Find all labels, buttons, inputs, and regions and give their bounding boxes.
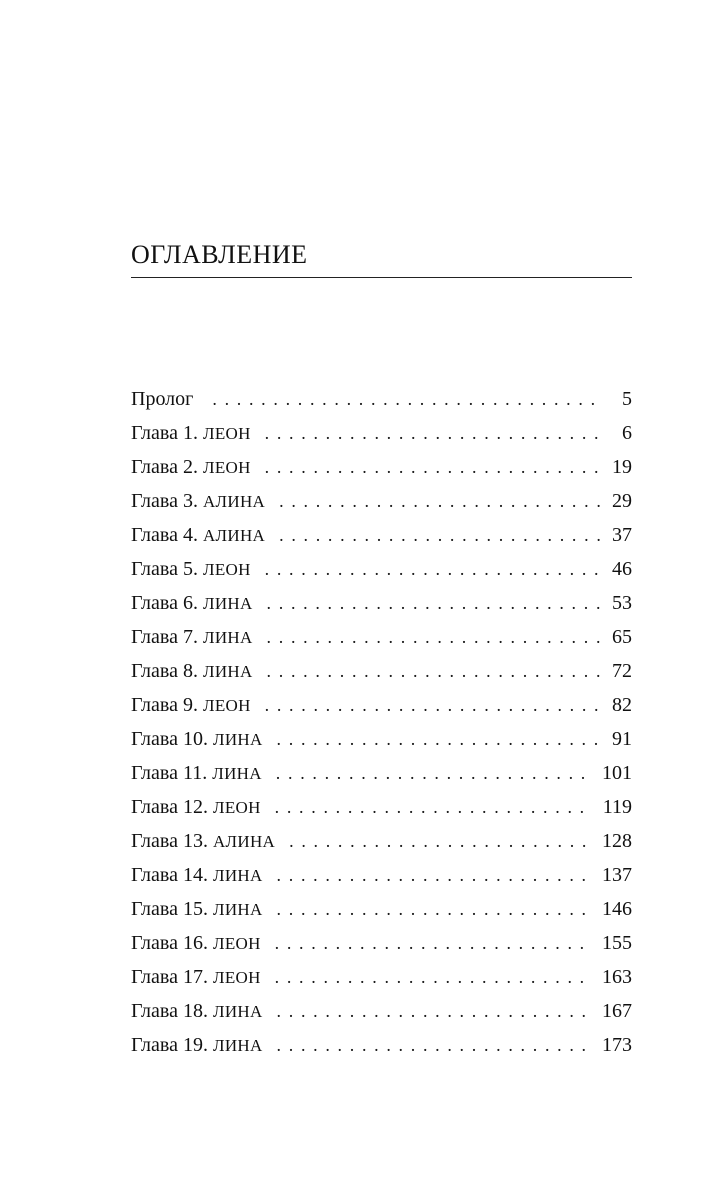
heading-divider	[131, 277, 632, 278]
toc-entry[interactable]	[131, 586, 632, 620]
toc-entry-character: ЛЕОН	[202, 424, 251, 443]
toc-entry-character: ЛЕОН	[202, 560, 251, 579]
toc-entry-page: 173	[602, 1034, 632, 1056]
dot-leader	[212, 382, 602, 416]
dot-leader	[279, 484, 602, 518]
toc-entry[interactable]	[131, 552, 632, 586]
toc-entry-page: 46	[612, 558, 632, 580]
toc-entry-character: ЛИНА	[212, 1002, 263, 1021]
dot-leader	[279, 518, 602, 552]
dot-leader	[265, 688, 602, 722]
toc-entry-page: 137	[602, 864, 632, 886]
toc-entry-character: ЛИНА	[212, 900, 263, 919]
toc-entry-title: Глава 1.	[131, 422, 198, 444]
toc-entry-page: 119	[602, 796, 632, 818]
toc-entry-title: Пролог	[131, 388, 194, 410]
toc-entry[interactable]	[131, 518, 632, 552]
page-title: ОГЛАВЛЕНИЕ	[131, 240, 308, 269]
toc-entry-character: АЛИНА	[202, 526, 266, 545]
toc-entry-page: 91	[612, 728, 632, 750]
toc-entry-title: Глава 13.	[131, 830, 208, 852]
toc-entry-title: Глава 12.	[131, 796, 208, 818]
toc-entry-character: ЛЕОН	[212, 798, 261, 817]
dot-leader	[289, 824, 592, 858]
toc-entry[interactable]	[131, 960, 632, 994]
dot-leader	[275, 960, 592, 994]
toc-entry-page: 128	[602, 830, 632, 852]
toc-entry-title: Глава 17.	[131, 966, 208, 988]
toc-entry-title: Глава 2.	[131, 456, 198, 478]
toc-entry-character: ЛИНА	[212, 730, 263, 749]
toc-entry[interactable]	[131, 722, 632, 756]
toc-entry-character: ЛЕОН	[202, 696, 251, 715]
toc-entry-page: 163	[602, 966, 632, 988]
dot-leader	[275, 926, 592, 960]
toc-entry-page: 72	[612, 660, 632, 682]
toc-entry-title: Глава 8.	[131, 660, 198, 682]
dot-leader	[267, 654, 602, 688]
toc-entry[interactable]	[131, 1028, 632, 1062]
table-of-contents	[131, 382, 632, 1062]
toc-entry-character: ЛЕОН	[202, 458, 251, 477]
dot-leader	[267, 620, 602, 654]
toc-entry[interactable]	[131, 824, 632, 858]
toc-entry-page: 155	[602, 932, 632, 954]
toc-entry[interactable]	[131, 654, 632, 688]
toc-entry[interactable]	[131, 620, 632, 654]
toc-entry[interactable]	[131, 756, 632, 790]
toc-entry-page: 6	[622, 422, 632, 444]
toc-entry-character: ЛИНА	[202, 662, 253, 681]
toc-entry[interactable]	[131, 382, 632, 416]
toc-entry-character: ЛИНА	[212, 764, 262, 783]
dot-leader	[275, 790, 593, 824]
dot-leader	[267, 586, 602, 620]
toc-entry-page: 19	[612, 456, 632, 478]
toc-entry-title: Глава 14.	[131, 864, 208, 886]
toc-entry-title: Глава 4.	[131, 524, 198, 546]
toc-entry-title: Глава 15.	[131, 898, 208, 920]
dot-leader	[265, 450, 602, 484]
toc-entry[interactable]	[131, 994, 632, 1028]
toc-entry-title: Глава 9.	[131, 694, 198, 716]
toc-entry-title: Глава 6.	[131, 592, 198, 614]
toc-entry-page: 82	[612, 694, 632, 716]
toc-entry[interactable]	[131, 790, 632, 824]
toc-entry-character: ЛИНА	[202, 628, 253, 647]
toc-entry-title: Глава 3.	[131, 490, 198, 512]
toc-entry-character: ЛЕОН	[212, 934, 261, 953]
toc-entry-title: Глава 19.	[131, 1034, 208, 1056]
toc-entry-title: Глава 5.	[131, 558, 198, 580]
toc-entry-page: 65	[612, 626, 632, 648]
toc-entry-page: 53	[612, 592, 632, 614]
dot-leader	[277, 994, 592, 1028]
toc-entry-title: Глава 7.	[131, 626, 198, 648]
toc-entry-page: 101	[602, 762, 632, 784]
toc-entry[interactable]	[131, 484, 632, 518]
toc-entry-page: 167	[602, 1000, 632, 1022]
toc-entry-character: ЛЕОН	[212, 968, 261, 987]
toc-entry-title: Глава 11.	[131, 762, 208, 784]
toc-entry[interactable]	[131, 450, 632, 484]
toc-entry-title: Глава 10.	[131, 728, 208, 750]
dot-leader	[277, 1028, 592, 1062]
toc-entry-title: Глава 16.	[131, 932, 208, 954]
toc-entry[interactable]	[131, 688, 632, 722]
dot-leader	[277, 858, 592, 892]
toc-entry[interactable]	[131, 926, 632, 960]
toc-entry-title: Глава 18.	[131, 1000, 208, 1022]
toc-entry-character: ЛИНА	[212, 1036, 263, 1055]
toc-entry[interactable]	[131, 416, 632, 450]
toc-entry[interactable]	[131, 892, 632, 926]
toc-entry-character: АЛИНА	[212, 832, 276, 851]
dot-leader	[276, 756, 592, 790]
dot-leader	[265, 552, 602, 586]
toc-entry-page: 37	[612, 524, 632, 546]
toc-entry-character: ЛИНА	[202, 594, 253, 613]
toc-entry[interactable]	[131, 858, 632, 892]
dot-leader	[265, 416, 602, 450]
dot-leader	[277, 722, 602, 756]
toc-entry-page: 5	[622, 388, 632, 410]
toc-entry-character: АЛИНА	[202, 492, 266, 511]
toc-entry-page: 29	[612, 490, 632, 512]
dot-leader	[277, 892, 592, 926]
toc-entry-character: ЛИНА	[212, 866, 263, 885]
toc-entry-page: 146	[602, 898, 632, 920]
